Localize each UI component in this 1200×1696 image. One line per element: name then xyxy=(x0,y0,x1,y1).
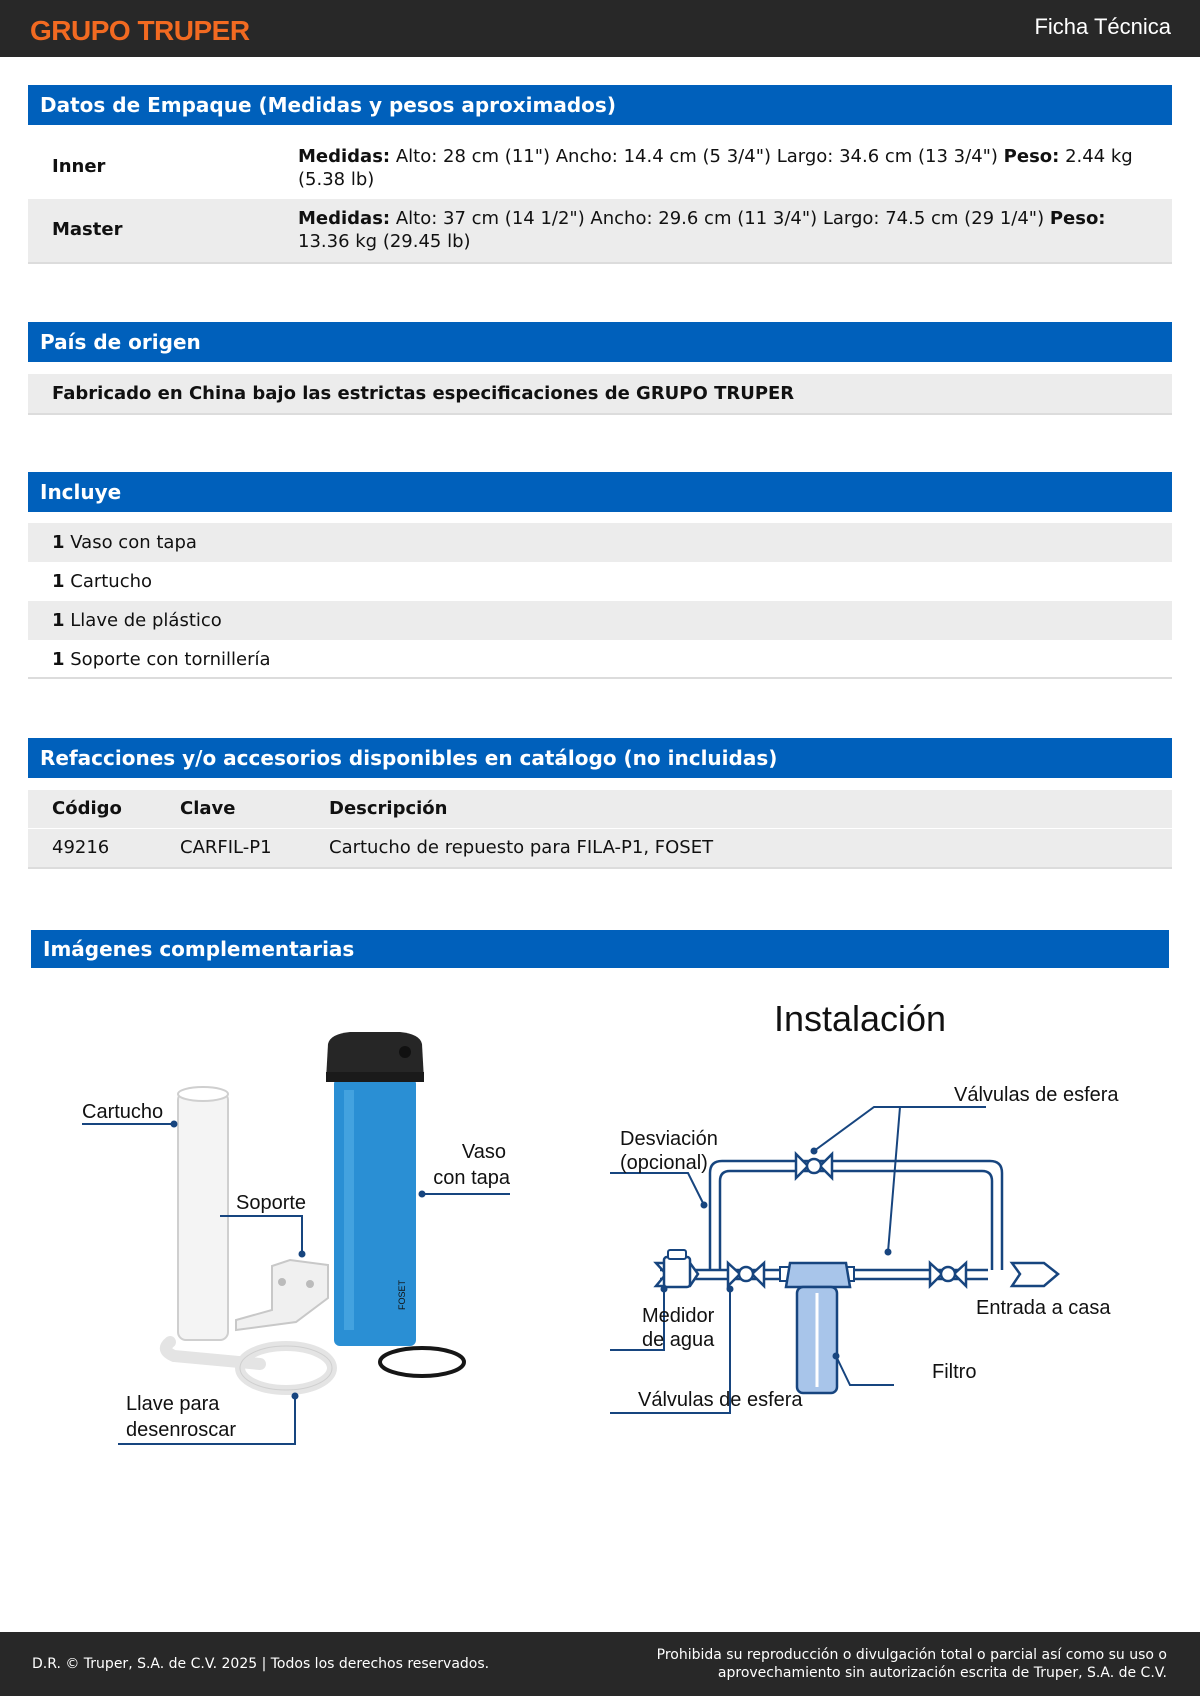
footer-legal xyxy=(657,1646,1167,1682)
label-de-agua: de agua xyxy=(642,1329,715,1351)
packaging-details: Medidas: Alto: 28 cm (11") Ancho: 14.4 cm (5 3/4") Largo: 34.6 cm (13 3/4") Peso: 2.44 kg (5.38 lb) xyxy=(298,146,1133,190)
packaging-label: Master xyxy=(52,219,123,240)
bracket-image xyxy=(236,1260,328,1330)
table-cell: Cartucho de repuesto para FILA-P1, FOSET xyxy=(329,837,714,858)
label-valvulas-bottom: Válvulas de esfera xyxy=(638,1389,803,1411)
label-vaso: Vaso xyxy=(461,1141,506,1163)
table-header: Descripción xyxy=(329,798,448,819)
filter-housing-image xyxy=(326,1032,424,1346)
product-illustration xyxy=(60,1030,540,1450)
water-meter-icon xyxy=(664,1250,690,1287)
label-soporte: Soporte xyxy=(236,1192,307,1214)
ball-valve-icon xyxy=(930,1263,966,1286)
footer-legal-line: aprovechamiento sin autorización escrita de Truper, S.A. de C.V. xyxy=(717,1665,1167,1681)
installation-diagram xyxy=(610,995,1130,1425)
cartridge-image xyxy=(178,1087,228,1340)
label-medidor: Medidor xyxy=(642,1305,715,1327)
ball-valve-icon xyxy=(796,1154,832,1178)
label-llave: Llave para xyxy=(126,1393,220,1415)
list-item: 1 Llave de plástico xyxy=(28,601,1172,640)
table-row xyxy=(28,829,1172,869)
packaging-row-master xyxy=(28,199,1172,264)
packaging-details: Medidas: Alto: 37 cm (14 1/2") Ancho: 29.6 cm (11 3/4") Largo: 74.5 cm (29 1/4") Peso: 13.36 kg (29.45 lb) xyxy=(298,208,1106,252)
table-header: Clave xyxy=(180,798,236,819)
section-header-parts: Refacciones y/o accesorios disponibles en catálogo (no incluidas) xyxy=(28,738,1172,778)
section-header-images: Imágenes complementarias xyxy=(31,930,1169,968)
footer xyxy=(0,1632,1200,1696)
top-bar xyxy=(0,0,1200,57)
label-cartucho: Cartucho xyxy=(82,1101,164,1123)
table-cell: CARFIL-P1 xyxy=(180,837,272,858)
brand-logo: GRUPO TRUPER xyxy=(30,15,250,46)
section-header-origin: País de origen xyxy=(28,322,1172,362)
label-filtro: Filtro xyxy=(932,1361,977,1383)
wrench-image xyxy=(166,1342,332,1390)
footer-copyright: D.R. © Truper, S.A. de C.V. 2025 | Todos los derechos reservados. xyxy=(32,1656,490,1672)
label-opcional: (opcional) xyxy=(620,1152,708,1174)
o-ring-image xyxy=(380,1348,464,1376)
housing-brand-text: FOSET xyxy=(397,1279,407,1310)
label-valvulas-top: Válvulas de esfera xyxy=(954,1084,1119,1106)
label-desenroscar: desenroscar xyxy=(126,1419,237,1441)
includes-list xyxy=(28,523,1172,681)
filter-icon xyxy=(780,1263,854,1393)
label-desviacion: Desviación xyxy=(620,1128,718,1150)
ball-valve-icon xyxy=(728,1263,764,1286)
section-header-packaging: Datos de Empaque (Medidas y pesos aproximados) xyxy=(28,85,1172,125)
packaging-row-inner xyxy=(28,134,1172,198)
packaging-label: Inner xyxy=(52,156,106,177)
section-header-includes: Incluye xyxy=(28,472,1172,512)
list-item: 1 Cartucho xyxy=(52,571,153,592)
installation-title: Instalación xyxy=(773,998,947,1039)
label-con-tapa: con tapa xyxy=(433,1167,510,1189)
list-item: 1 Soporte con tornillería xyxy=(28,640,1172,679)
label-entrada-casa: Entrada a casa xyxy=(976,1297,1111,1319)
table-header-row xyxy=(28,790,1172,828)
origin-text: Fabricado en China bajo las estrictas especificaciones de GRUPO TRUPER xyxy=(28,374,1172,415)
table-header: Código xyxy=(52,798,122,819)
list-item: 1 Vaso con tapa xyxy=(28,523,1172,562)
footer-legal-line: Prohibida su reproducción o divulgación total o parcial así como su uso o xyxy=(656,1647,1167,1663)
table-cell: 49216 xyxy=(52,837,110,858)
document-title: Ficha Técnica xyxy=(1034,14,1171,39)
